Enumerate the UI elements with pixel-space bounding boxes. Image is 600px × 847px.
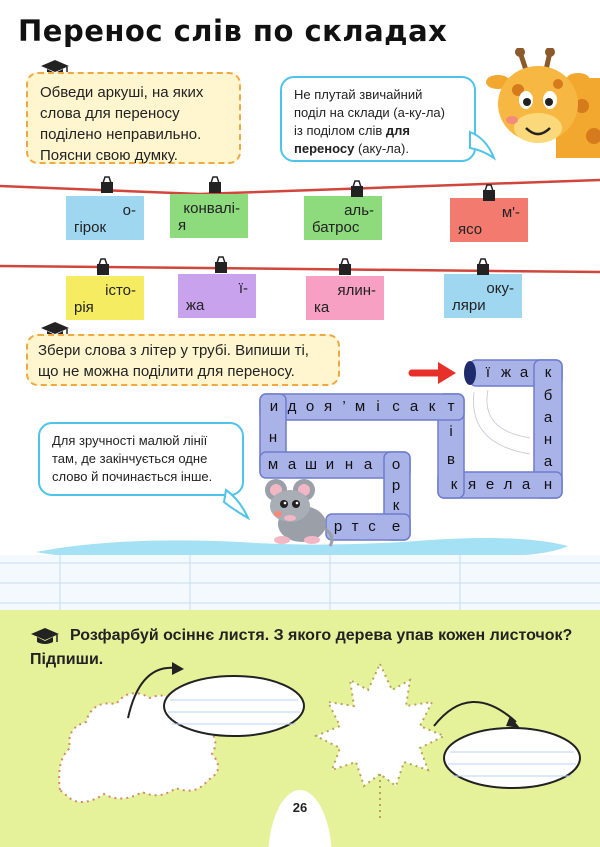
writing-grid-band — [0, 555, 600, 610]
pipe-letter: к — [544, 364, 552, 381]
tip2-bubble-tail — [222, 488, 252, 522]
clip-icon — [96, 258, 110, 276]
pipe-letter: ’ — [342, 398, 346, 415]
task1-line1: Обведи аркуші, на яких — [40, 84, 204, 101]
pipe-letter: а — [519, 364, 529, 381]
card-yizha[interactable] — [178, 274, 256, 318]
card-miaso-bottom: ясо — [458, 221, 483, 238]
pipe-letter: і — [376, 398, 380, 415]
pipe-letter: ш — [304, 456, 318, 473]
pipe-letter: н — [543, 431, 553, 448]
clip-icon — [482, 184, 496, 202]
pipe-letter: і — [449, 423, 453, 440]
pipe-letter: в — [447, 451, 455, 468]
task1-line4: Поясни свою думку. — [40, 147, 178, 164]
pipe-letter: р — [391, 477, 401, 494]
answer-oval-oak — [164, 676, 304, 736]
leaves-area — [0, 650, 600, 847]
card-yalynka-top: ялин- — [337, 282, 376, 299]
pipe-letter: р — [333, 518, 343, 535]
pipe-letter: д — [287, 398, 297, 415]
pipe-letter: а — [543, 453, 553, 470]
card-albatros[interactable] — [304, 196, 382, 240]
pipe-letter: м — [267, 456, 279, 473]
tip1-bubble — [280, 76, 476, 162]
pipe-letter: а — [409, 398, 419, 415]
card-okuliary-top: оку- — [486, 280, 514, 297]
maple-leaf-outline — [316, 664, 444, 786]
task2-line2: що не можна поділити для переносу. — [38, 363, 295, 380]
pipe-letter: о — [305, 398, 315, 415]
tip1-line2: поділ на склади (а-ку-ла) — [294, 105, 445, 120]
pipe-letter: к — [392, 497, 400, 514]
mouse-illustration — [258, 478, 338, 548]
tip2-line1: Для зручності малюй лінії — [52, 433, 208, 448]
card-konvalia-top: конвалі- — [183, 200, 240, 217]
tip2-line2: там, де закінчується одне — [52, 451, 208, 466]
clip-icon — [338, 258, 352, 276]
page-title: Перенос слів по складах — [18, 14, 448, 48]
tip2-line3: слово й починається інше. — [52, 469, 213, 484]
card-albatros-bottom: батрос — [312, 219, 360, 236]
task1-box — [26, 72, 241, 164]
card-yizha-top: ї- — [238, 280, 248, 297]
card-yalynka-bottom: ка — [314, 299, 330, 316]
pipe-letter: т — [351, 518, 359, 535]
card-miaso[interactable] — [450, 198, 528, 242]
tip1-line3: із поділом слів — [294, 123, 386, 138]
pipe-letter: а — [521, 476, 531, 493]
clip-icon — [476, 258, 490, 276]
page-number: 26 — [292, 800, 308, 815]
card-yizha-bottom: жа — [186, 297, 205, 314]
pipe-letter: ж — [500, 364, 512, 381]
card-miaso-top: м'- — [501, 204, 520, 221]
card-ogirok-bottom: гірок — [74, 219, 107, 236]
card-konvalia-bottom: я — [178, 217, 187, 234]
pipe-letter: с — [368, 518, 376, 535]
pipe-letter: а — [543, 409, 553, 426]
pipe-letter: н — [268, 429, 278, 446]
task2-line1: Збери слова з літер у трубі. Випиши ті, — [38, 342, 309, 359]
pipe-letter: н — [344, 456, 354, 473]
pipe-letter: т — [447, 398, 455, 415]
card-istoria-bottom: рія — [74, 299, 94, 316]
task1-line3: поділено неправильно. — [40, 126, 202, 143]
pipe-letter: о — [391, 456, 401, 473]
card-ogirok[interactable] — [66, 196, 144, 240]
pipe-letter: к — [428, 398, 436, 415]
pipe-letter: м — [354, 398, 366, 415]
pipe-letter: е — [485, 476, 495, 493]
pipe-letter: ї — [485, 364, 491, 381]
card-albatros-top: аль- — [344, 202, 374, 219]
pipe-letter: к — [450, 476, 458, 493]
pipe-letter: я — [323, 398, 333, 415]
task3-line1: Розфарбуй осіннє листя. З якого дерева упав кожен листочок? — [70, 627, 573, 644]
clip-icon — [350, 180, 364, 198]
card-okuliary[interactable] — [444, 274, 522, 318]
pipe-letter: е — [391, 518, 401, 535]
pipe-letter: а — [287, 456, 297, 473]
pipe-letter: а — [363, 456, 373, 473]
pipe-letter: б — [543, 387, 553, 404]
task1-line2: слова для переносу — [40, 105, 180, 122]
tip1-line1: Не плутай звичайний — [294, 87, 423, 102]
pipe-letter: л — [503, 476, 513, 493]
card-ogirok-top: о- — [122, 202, 136, 219]
card-konvalia[interactable] — [170, 194, 248, 238]
card-okuliary-bottom: ляри — [452, 297, 486, 314]
giraffe-illustration — [486, 48, 600, 158]
tip1-line4-bold: переносу — [294, 141, 355, 156]
tip1-line3-bold: для — [385, 123, 411, 138]
tip2-bubble — [38, 422, 244, 496]
card-istoria-top: істо- — [105, 282, 136, 299]
card-yalynka[interactable] — [306, 276, 384, 320]
pipe-letter: и — [325, 456, 335, 473]
clip-icon — [208, 176, 222, 194]
task3-line2: Підпиши. — [30, 651, 104, 668]
pipe-letter: н — [543, 476, 553, 493]
pipe-letter: я — [467, 476, 477, 493]
spiderweb-illustration — [466, 388, 532, 470]
card-istoria[interactable] — [66, 276, 144, 320]
tip1-line4: (аку-ла). — [354, 141, 409, 156]
clip-icon — [100, 176, 114, 194]
answer-oval-maple — [444, 728, 580, 788]
pipe-letter: с — [392, 398, 400, 415]
pipe-letter: и — [269, 398, 279, 415]
clip-icon — [214, 256, 228, 274]
